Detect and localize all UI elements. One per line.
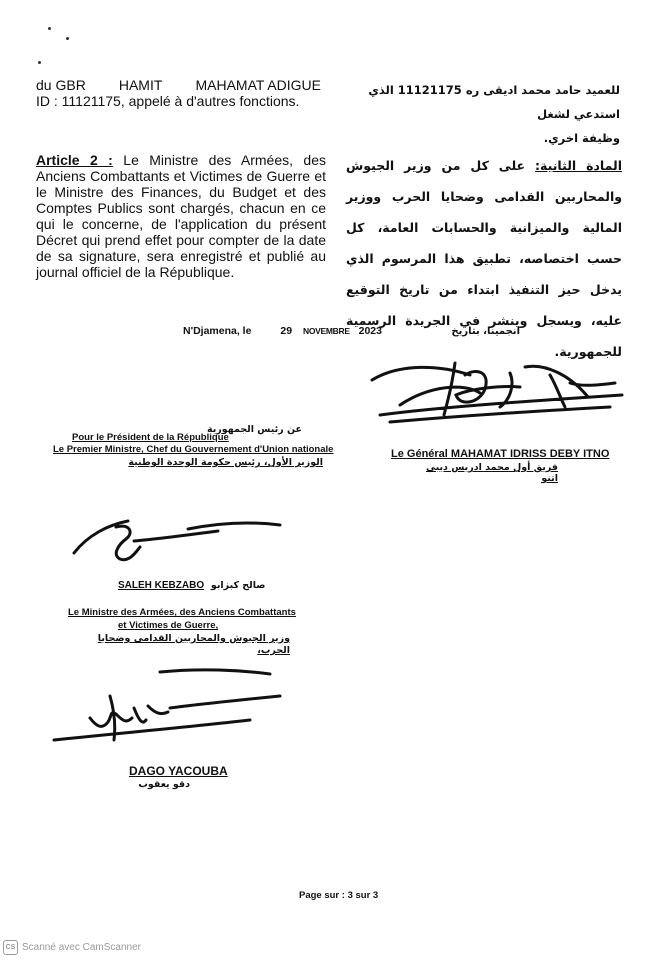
continued-line-2: ID : 11121175, appelé à d'autres fonctions. — [36, 93, 300, 109]
scan-speck — [48, 27, 51, 30]
president-name-ar: فريق أول محمد ادريس ديبي اتنو — [425, 462, 558, 484]
pm-title-ar-2: الوزير الأول، رئيس حكومة الوحدة الوطنية — [128, 457, 323, 468]
article-2-label: Article 2 : — [36, 152, 113, 168]
article-2-text-ar: على كل من وزير الجيوش والمحاربين القدامى وضحايا الحرب ووزير المالية والميزانية والحسابات العامة، كل حسب اختصاصه، تطبيق هذا المرسوم الذي يدخل حيز التنفيذ ابتداء من تاريخ التوقيع عليه، ويسجل وينشر في الجريدة الرسمية للجمهورية. — [346, 158, 622, 359]
minister-title-ar: وزير الجيوش والمحاربين القدامى وضحايا الحرب، — [97, 633, 290, 656]
minister-signature — [50, 660, 290, 755]
continued-line-1 — [36, 77, 321, 93]
president-name-fr: Le Général MAHAMAT IDRISS DEBY ITNO — [391, 448, 610, 460]
date-month: NOVEMBRE — [302, 326, 350, 336]
continued-word: HAMIT — [118, 77, 163, 93]
pm-name-ar: صالح كبزابو — [210, 580, 266, 591]
camscanner-text: Scanné avec CamScanner — [22, 942, 141, 953]
pm-title-fr-2: Le Premier Ministre, Chef du Gouvernement d'Union nationale — [53, 444, 334, 455]
date-place: N'Djamena, le — [183, 325, 252, 337]
continued-word: du GBR — [36, 77, 86, 93]
camscanner-watermark — [3, 940, 141, 955]
continued-word: MAHAMAT ADIGUE — [195, 77, 321, 93]
continued-ar-line-2: وظيفة اخري. — [543, 131, 620, 145]
minister-name-fr: DAGO YACOUBA — [129, 764, 228, 778]
minister-title-fr-2: et Victimes de Guerre, — [118, 620, 219, 631]
camscanner-logo-icon: CS — [3, 940, 18, 955]
continued-paragraph-fr — [36, 77, 321, 109]
continued-paragraph-ar — [340, 78, 620, 150]
date-year: 2023 — [358, 325, 382, 337]
article-2-text: Le Ministre des Armées, des Anciens Combattants et Victimes de Guerre et le Ministre des Finances, du Budget et des Comptes Publics sont chargés, chacun en ce qui le concerne, de l'application du présent Décret qui prend effet pour compter de la date de sa signature, sera enregistré et publié au journal officiel de la République. — [36, 152, 327, 280]
article-2-label-ar: المادة الثانية: — [535, 158, 622, 173]
scan-speck — [38, 61, 41, 64]
date-day: 29 — [280, 325, 293, 337]
pm-title-ar-1: عن رئيس الجمهورية — [206, 424, 302, 435]
date-place-ar: انجمينا، بتاريخ — [451, 326, 520, 337]
scan-speck — [66, 37, 69, 40]
pm-name-line — [118, 580, 265, 591]
minister-title-fr-1: Le Ministre des Armées, des Anciens Combattants — [68, 607, 296, 618]
pm-signature — [68, 513, 288, 573]
pm-name-fr: SALEH KEBZABO — [118, 580, 205, 591]
date-line — [183, 325, 382, 337]
continued-ar-line-1: للعميد حامد محمد اديقى ره 11121175 الذي استدعي لشغل — [368, 83, 620, 121]
minister-name-ar: دقو يعقوب — [138, 779, 190, 790]
president-signature — [360, 345, 630, 435]
pm-title-fr-1: Pour le Président de la République — [72, 432, 229, 443]
article-2-fr — [36, 152, 326, 280]
page-number: Page sur : 3 sur 3 — [299, 890, 379, 901]
